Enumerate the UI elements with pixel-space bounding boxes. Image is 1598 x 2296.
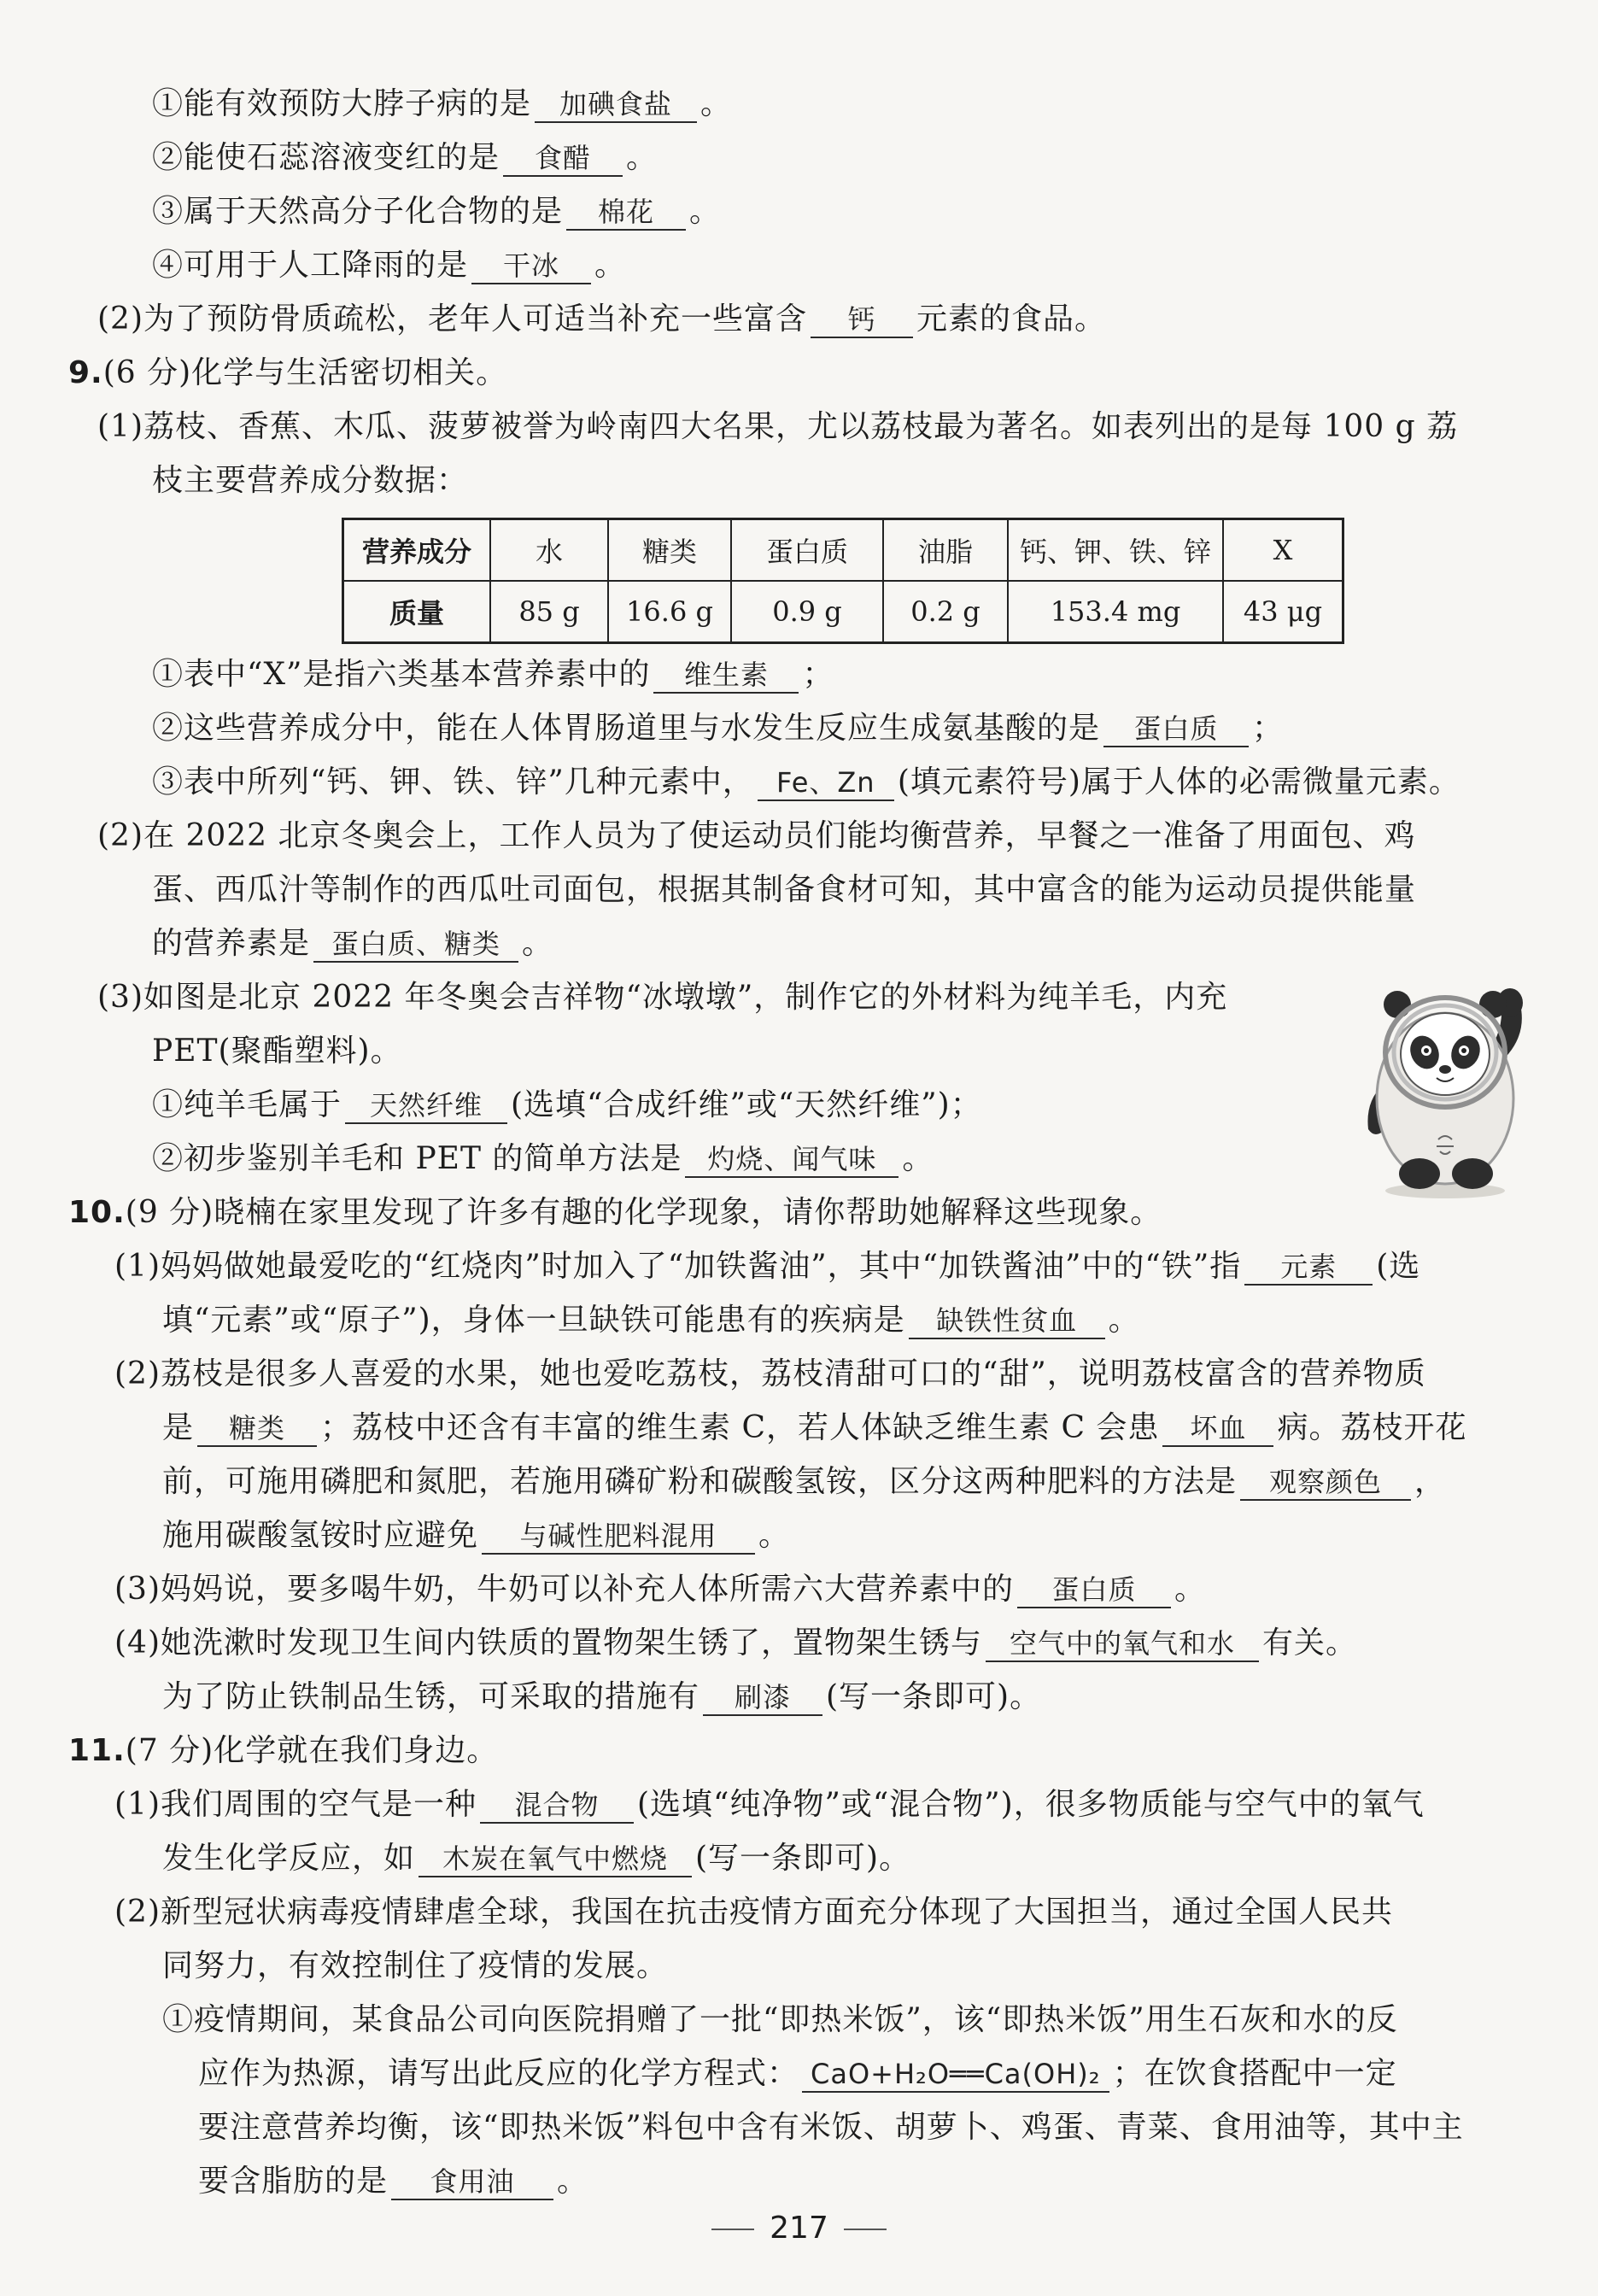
q10-part4-line1: (4)她洗漱时发现卫生间内铁质的置物架生锈了，置物架生锈与 空气中的氧气和水 有关。 xyxy=(114,1625,1358,1660)
page-number-dash xyxy=(844,2229,887,2230)
table-header-cell: 蛋白质 xyxy=(731,519,883,582)
q10-part2-line4: 施用碳酸氢铵时应避免 与碱性肥料混用 。 xyxy=(162,1518,791,1553)
q9-part2-line1: (2)在 2022 北京冬奥会上，工作人员为了使运动员们能均衡营养，早餐之一准备了用面包、鸡 xyxy=(97,818,1416,853)
q10-part2-line2: 是 糖类 ；荔枝中还含有丰富的维生素 C，若人体缺乏维生素 C 会患 坏血 病。荔枝开花 xyxy=(162,1410,1467,1445)
q11-part2-line1: (2)新型冠状病毒疫情肆虐全球，我国在抗击疫情方面充分体现了大国担当，通过全国人民共 xyxy=(114,1895,1393,1930)
answer-blank: 灼烧、闻气味 xyxy=(685,1142,899,1178)
q8-sub1: ①能有效预防大脖子病的是 加碘食盐 。 xyxy=(152,86,733,121)
q9-sub2: ②这些营养成分中，能在人体胃肠道里与水发生反应生成氨基酸的是 蛋白质 ； xyxy=(152,711,1285,746)
q11-heading: 11.(7 分)化学就在我们身边。 xyxy=(68,1733,499,1768)
q10-part1-line1: (1)妈妈做她最爱吃的“红烧肉”时加入了“加铁酱油”，其中“加铁酱油”中的“铁”指 元素 (选 xyxy=(114,1249,1421,1284)
q10-part3: (3)妈妈说，要多喝牛奶，牛奶可以补充人体所需六大营养素中的 蛋白质 。 xyxy=(114,1572,1207,1607)
table-header-cell: 糖类 xyxy=(608,519,731,582)
table-cell: 16.6 g xyxy=(608,581,731,643)
answer-blank: 空气中的氧气和水 xyxy=(986,1626,1259,1662)
answer-blank: 糖类 xyxy=(197,1411,317,1447)
table-cell: 0.9 g xyxy=(731,581,883,643)
q9-part2-line3: 的营养素是 蛋白质、糖类 。 xyxy=(152,926,554,961)
table-cell: 85 g xyxy=(490,581,608,643)
answer-blank: 维生素 xyxy=(653,658,799,694)
table-header-row xyxy=(343,519,1343,582)
q8-sub2: ②能使石蕊溶液变红的是 食醋 。 xyxy=(152,140,659,175)
q11-part1-line2: 发生化学反应，如 木炭在氧气中燃烧 (写一条即可)。 xyxy=(162,1841,911,1876)
answer-blank: 元素 xyxy=(1244,1250,1373,1286)
answer-blank: 木炭在氧气中燃烧 xyxy=(419,1842,692,1877)
table-row xyxy=(343,581,1343,643)
q9-part3-line2: PET(聚酯塑料)。 xyxy=(152,1034,402,1069)
q11-sub1-line4: 要含脂肪的是 食用油 。 xyxy=(198,2164,589,2199)
answer-blank: Fe、Zn xyxy=(758,765,894,801)
q9-part3-sub1: ①纯羊毛属于 天然纤维 (选填“合成纤维”或“天然纤维”)； xyxy=(152,1087,982,1122)
q9-sub3: ③表中所列“钙、钾、铁、锌”几种元素中， Fe、Zn (填元素符号)属于人体的必需微量元素。 xyxy=(152,764,1460,800)
answer-blank: 干冰 xyxy=(471,249,591,284)
q10-part2-line1: (2)荔枝是很多人喜爱的水果，她也爱吃荔枝，荔枝清甜可口的“甜”，说明荔枝富含的营养物质 xyxy=(114,1356,1426,1391)
answer-blank: CaO+H₂O══Ca(OH)₂ xyxy=(802,2057,1109,2093)
answer-blank: 蛋白质 xyxy=(1103,712,1249,747)
answer-blank: 食醋 xyxy=(503,141,623,177)
table-cell: 质量 xyxy=(343,581,491,643)
q8-part2: (2)为了预防骨质疏松，老年人可适当补充一些富含 钙 元素的食品。 xyxy=(97,302,1107,337)
answer-blank: 蛋白质 xyxy=(1017,1573,1171,1608)
answer-blank: 蛋白质、糖类 xyxy=(313,927,518,963)
answer-blank: 棉花 xyxy=(566,195,686,231)
answer-blank: 混合物 xyxy=(480,1788,634,1824)
q11-sub1-line2: 应作为热源，请写出此反应的化学方程式： CaO+H₂O══Ca(OH)₂ ；在饮食搭配中一定 xyxy=(198,2056,1397,2091)
table-header-cell: X xyxy=(1223,519,1343,582)
answer-blank: 钙 xyxy=(811,302,913,338)
answer-blank: 天然纤维 xyxy=(345,1088,507,1124)
q9-part1-line1: (1)荔枝、香蕉、木瓜、菠萝被誉为岭南四大名果，尤以荔枝最为著名。如表列出的是每 100 g 荔 xyxy=(97,409,1459,444)
q10-part1-line2: 填“元素”或“原子”)，身体一旦缺铁可能患有的疾病是 缺铁性贫血 。 xyxy=(162,1303,1140,1338)
answer-blank: 与碱性肥料混用 xyxy=(482,1519,755,1555)
q8-sub4: ④可用于人工降雨的是 干冰 。 xyxy=(152,248,627,283)
table-cell: 0.2 g xyxy=(883,581,1008,643)
q10-part4-line2: 为了防止铁制品生锈，可采取的措施有 刷漆 (写一条即可)。 xyxy=(162,1679,1042,1714)
table-header-cell: 油脂 xyxy=(883,519,1008,582)
answer-blank: 缺铁性贫血 xyxy=(909,1303,1105,1339)
answer-blank: 坏血 xyxy=(1162,1411,1273,1447)
q9-part3-line1: (3)如图是北京 2022 年冬奥会吉祥物“冰墩墩”，制作它的外材料为纯羊毛，内充 xyxy=(97,980,1228,1015)
q10-part2-line3: 前，可施用磷肥和氮肥，若施用磷矿粉和碳酸氢铵，区分这两种肥料的方法是 观察颜色 ， xyxy=(162,1464,1447,1499)
q11-sub1-line3: 要注意营养均衡，该“即热米饭”料包中含有米饭、胡萝卜、鸡蛋、青菜、食用油等，其中主 xyxy=(198,2110,1464,2145)
page-number: 217 xyxy=(0,2211,1598,2246)
question-number: 9. xyxy=(68,355,103,390)
table-header-cell: 水 xyxy=(490,519,608,582)
answer-blank: 刷漆 xyxy=(703,1680,822,1716)
table-cell: 153.4 mg xyxy=(1008,581,1223,643)
question-number: 10. xyxy=(68,1195,126,1230)
table-header-cell: 营养成分 xyxy=(343,519,491,582)
q9-sub1: ①表中“X”是指六类基本营养素中的 维生素 ； xyxy=(152,657,834,692)
nutrition-table xyxy=(342,518,1344,644)
table-header-cell: 钙、钾、铁、锌 xyxy=(1008,519,1223,582)
q9-part1-line2: 枝主要营养成分数据： xyxy=(152,463,469,498)
question-number: 11. xyxy=(68,1733,126,1768)
q9-part3-sub2: ②初步鉴别羊毛和 PET 的简单方法是 灼烧、闻气味 。 xyxy=(152,1141,934,1176)
q9-heading: 9.(6 分)化学与生活密切相关。 xyxy=(68,355,508,390)
q11-sub1-line1: ①疫情期间，某食品公司向医院捐赠了一批“即热米饭”，该“即热米饭”用生石灰和水的反 xyxy=(162,2002,1398,2037)
q9-part2-line2: 蛋、西瓜汁等制作的西瓜吐司面包，根据其制备食材可知，其中富含的能为运动员提供能量 xyxy=(152,872,1417,907)
q10-heading: 10.(9 分)晓楠在家里发现了许多有趣的化学现象，请你帮助她解释这些现象。 xyxy=(68,1195,1162,1230)
answer-blank: 观察颜色 xyxy=(1240,1465,1411,1501)
q11-part1-line1: (1)我们周围的空气是一种 混合物 (选填“纯净物”或“混合物”)，很多物质能与空气中的氧气 xyxy=(114,1787,1425,1822)
q8-sub3: ③属于天然高分子化合物的是 棉花 。 xyxy=(152,194,722,229)
answer-blank: 加碘食盐 xyxy=(535,87,697,123)
table-cell: 43 μg xyxy=(1223,581,1343,643)
q11-part2-line2: 同努力，有效控制住了疫情的发展。 xyxy=(162,1948,669,1983)
bing-dwen-dwen-mascot-image xyxy=(1353,970,1541,1201)
page-number-dash xyxy=(711,2229,754,2230)
answer-blank: 食用油 xyxy=(391,2164,553,2200)
